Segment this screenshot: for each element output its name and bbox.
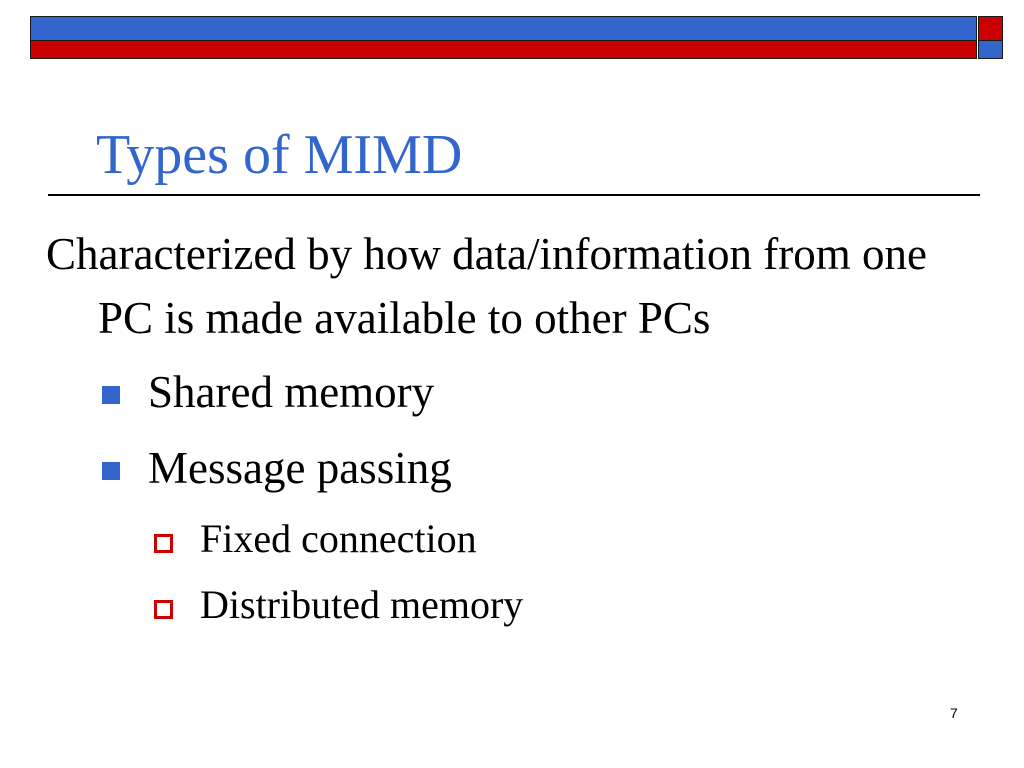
header-bar-red bbox=[30, 41, 977, 59]
hollow-square-bullet-icon bbox=[154, 600, 173, 619]
bullet-text: Message passing bbox=[148, 443, 452, 493]
header-corner-blue bbox=[978, 41, 1003, 59]
filled-square-bullet-icon bbox=[102, 462, 120, 480]
slide-body bbox=[46, 222, 946, 638]
sub-bullet-item bbox=[46, 506, 946, 572]
header-bar-blue bbox=[30, 16, 977, 41]
intro-paragraph: Characterized by how data/information from one PC is made available to other PCs bbox=[46, 229, 927, 343]
sub-bullet-text: Fixed connection bbox=[200, 516, 477, 561]
title-divider bbox=[48, 194, 980, 196]
hollow-square-bullet-icon bbox=[154, 534, 173, 553]
bullet-item bbox=[46, 430, 946, 506]
slide-number: 7 bbox=[950, 705, 958, 721]
sub-bullet-item bbox=[46, 572, 946, 638]
bullet-item bbox=[46, 354, 946, 430]
filled-square-bullet-icon bbox=[102, 386, 120, 404]
slide-title: Types of MIMD bbox=[96, 124, 463, 186]
bullet-text: Shared memory bbox=[148, 367, 435, 417]
sub-bullet-text: Distributed memory bbox=[200, 582, 524, 627]
header-corner-red bbox=[978, 16, 1003, 41]
